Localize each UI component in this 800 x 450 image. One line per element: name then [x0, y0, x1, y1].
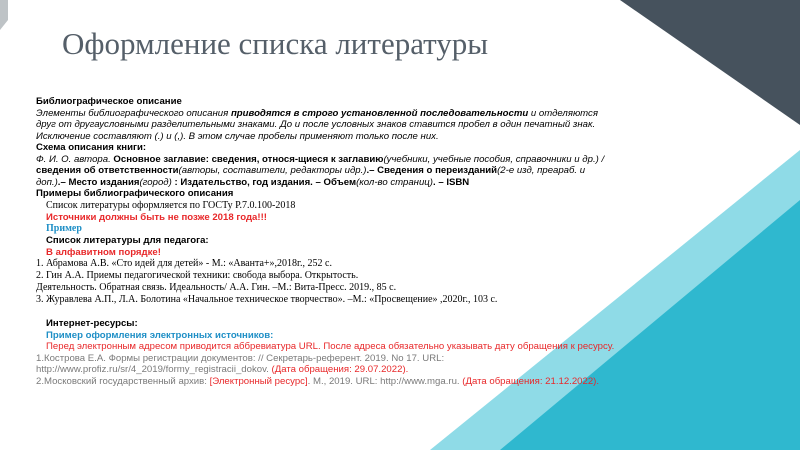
internet-heading: Интернет-ресурсы: — [46, 318, 138, 329]
sources-note: Источники должны быть не позже 2018 года!!! — [46, 211, 267, 223]
dark-slate-panel — [620, 0, 800, 125]
list-item: Деятельность. Обратная связь. Идеальность/ А.А. Гин. –М.: Вита-Пресс. 2019., 85 с. — [36, 282, 397, 293]
internet-entry: 1.Кострова Е.А. Формы регистрации документов: // Секретарь-референт. 2019. No 17. URL: http://www.profiz.ru/sr/4_2019/formy_registracii_dokov. (Дата обращения: 29.07.2022). — [36, 352, 445, 375]
bib-paragraph: Элементы библиографического описания приводятся в строго установленной последовательности и отделяются друг от другаусловными разделительными знаками. До и после условных знаков ставится пробел в один печатный знак. Исключение составляют (.) и (,). В этом случае пробелы применяют только после них. — [36, 107, 598, 142]
schema-text: Ф. И. О. автора. Основное заглавие: сведения, относя-щиеся к заглавию(учебники, учебные пособия, справочники и др.) / сведения об ответственности(авторы, составители, редакторы идр.).– Сведения о переизданий(2-е изд, преараб. и доп.).– Место издания(город) : Издательство, год издания. – Объем(кол-во страниц). – ISBN — [36, 153, 605, 188]
alphabetical-note: В алфавитном порядке! — [46, 246, 161, 258]
list-item: 3. Журавлева А.П., Л.А. Болотина «Начальное техническое творчество». –М.: «Просвещение» ,2020г., 103 с. — [36, 294, 498, 305]
internet-example-heading: Пример оформления электронных источников: — [46, 329, 274, 341]
slide-title: Оформление списка литературы — [62, 26, 489, 61]
bib-heading: Библиографическое описание — [36, 96, 182, 107]
examples-heading: Примеры библиографического описания — [36, 188, 234, 199]
list-item: 2. Гин А.А. Приемы педагогической техники: свобода выбора. Открытость. — [36, 270, 359, 281]
internet-note: Перед электронным адресом приводится аббревиатура URL. После адреса обязательно указывать дату обращения к ресурсу. — [46, 341, 615, 352]
list-item: 1. Абрамова А.В. «Сто идей для детей» - М.: «Аванта+»,2018г., 252 с. — [36, 258, 332, 269]
example-label: Пример — [46, 223, 82, 234]
gost-line: Список литературы оформляется по ГОСТу Р.7.0.100-2018 — [46, 199, 296, 211]
schema-heading: Схема описания книги: — [36, 142, 147, 153]
teacher-list-heading: Список литературы для педагога: — [46, 235, 209, 246]
slide-content — [36, 96, 616, 387]
slate-corner-fade — [0, 0, 8, 30]
internet-entry: 2.Московский государственный архив: [Электронный ресурс]. М., 2019. URL: http://www.mga.ru. (Дата обращения: 21.12.2022). — [36, 375, 600, 387]
